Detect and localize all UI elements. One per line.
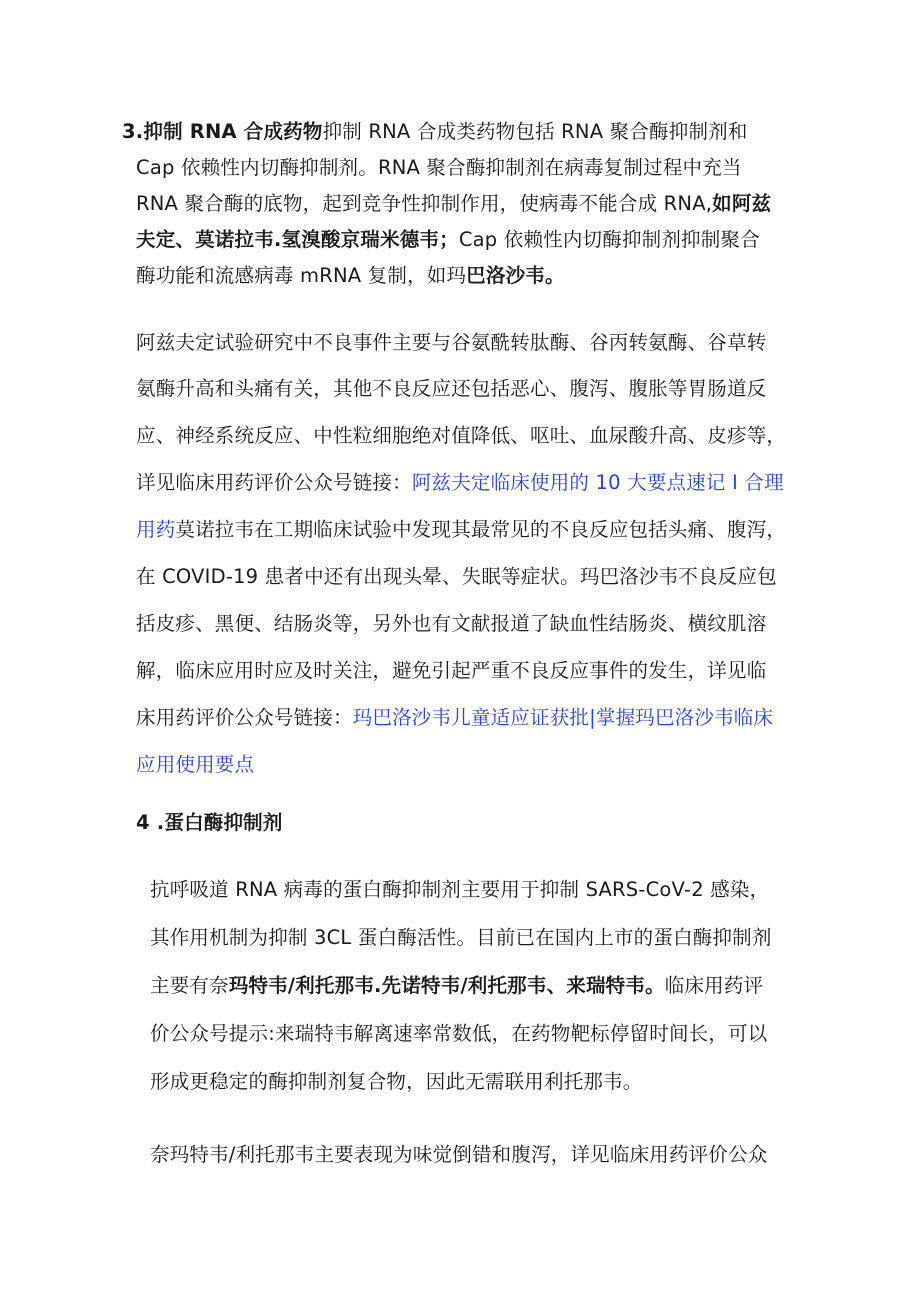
article-link[interactable]: 应用使用要点: [136, 753, 255, 776]
article-link[interactable]: 阿兹夫定临床使用的 10 大要点速记 I 合理: [411, 471, 784, 494]
text-line: [136, 423, 786, 449]
text-line: [150, 877, 769, 903]
text-span: 抑制 RNA 合成类药物包括 RNA 聚合酶抑制剂和: [322, 120, 748, 143]
text-line: [136, 191, 771, 217]
text-line: [150, 1069, 643, 1095]
text-span: 奈玛特韦/利托那韦主要表现为味觉倒错和腹泻，详见临床用药评价公众: [150, 1143, 768, 1166]
text-span: 临床用药评: [664, 974, 764, 997]
text-line: [136, 517, 786, 543]
text-line: [150, 1142, 767, 1168]
text-line: [136, 705, 773, 731]
text-span: 应、神经系统反应、中性粒细胞绝对值降低、呕吐、血尿酸升高、皮疹等，: [136, 424, 787, 447]
bold-text: 3.抑制 RNA 合成药物: [122, 120, 323, 143]
text-span: 酶功能和流感病毒 mRNA 复制，如玛: [136, 264, 467, 287]
text-span: 莫诺拉韦在工期临床试验中发现其最常见的不良反应包括头痛、腹泻，: [175, 518, 787, 541]
text-line: [136, 227, 760, 253]
text-span: 形成更稳定的酶抑制剂复合物，因此无需联用利托那韦。: [150, 1070, 643, 1093]
text-span: Cap 依赖性内切酶抑制剂。RNA 聚合酶抑制剂在病毒复制过程中充当: [136, 156, 742, 179]
text-line: [136, 564, 777, 590]
bold-text: 巴洛沙韦。: [466, 264, 565, 287]
bold-text: 玛特韦/利托那韦.先诺特韦/利托那韦、来瑞特韦。: [228, 974, 665, 997]
text-span: 括皮疹、黑便、结肠炎等，另外也有文献报道了缺血性结肠炎、横纹肌溶: [136, 612, 767, 635]
text-line: [122, 119, 748, 145]
text-span: 抗呼吸道 RNA 病毒的蛋白酶抑制剂主要用于抑制 SARS-CoV-2 感染，: [150, 878, 770, 901]
article-link[interactable]: 用药: [136, 518, 176, 541]
text-line: [136, 155, 742, 181]
text-span: 详见临床用药评价公众号链接：: [136, 471, 412, 494]
section-heading: 4 .蛋白酶抑制剂: [136, 811, 283, 834]
text-span: 阿兹夫定试验研究中不良事件主要与谷氨酰转肽酶、谷丙转氨酶、谷草转: [136, 331, 767, 354]
text-line: [136, 470, 784, 496]
text-line: [150, 973, 763, 999]
bold-text: 如阿兹: [712, 192, 772, 215]
text-line: [150, 925, 772, 951]
text-span: 价公众号提示:来瑞特韦解离速率常数低，在药物靶标停留时间长，可以: [150, 1022, 768, 1045]
text-span: Cap 依赖性内切酶抑制剂抑制聚合: [458, 228, 760, 251]
text-line: [150, 1021, 767, 1047]
article-link[interactable]: 玛巴洛沙韦儿童适应证获批|掌握玛巴洛沙韦临床: [352, 706, 774, 729]
text-line: [136, 658, 766, 684]
text-span: RNA 聚合酶的底物，起到竞争性抑制作用，使病毒不能合成 RNA,: [136, 192, 713, 215]
text-span: 在 COVID-19 患者中还有出现头晕、失眠等症状。玛巴洛沙韦不良反应包: [136, 565, 777, 588]
text-span: 床用药评价公众号链接：: [136, 706, 353, 729]
text-span: 解，临床应用时应及时关注，避免引起严重不良反应事件的发生，详见临: [136, 659, 767, 682]
text-line: [136, 263, 565, 289]
text-line: [136, 752, 254, 778]
text-line: [136, 376, 766, 402]
bold-text: 夫定、莫诺拉韦.氢溴酸京瑞米德韦；: [136, 228, 459, 251]
text-line: [136, 611, 766, 637]
text-span: 氨酶升高和头痛有关，其他不良反应还包括恶心、腹泻、腹胀等胃肠道反: [136, 377, 767, 400]
text-span: 其作用机制为抑制 3CL 蛋白酶活性。目前已在国内上市的蛋白酶抑制剂: [150, 926, 772, 949]
text-span: 主要有奈: [150, 974, 229, 997]
text-line: [136, 330, 766, 356]
